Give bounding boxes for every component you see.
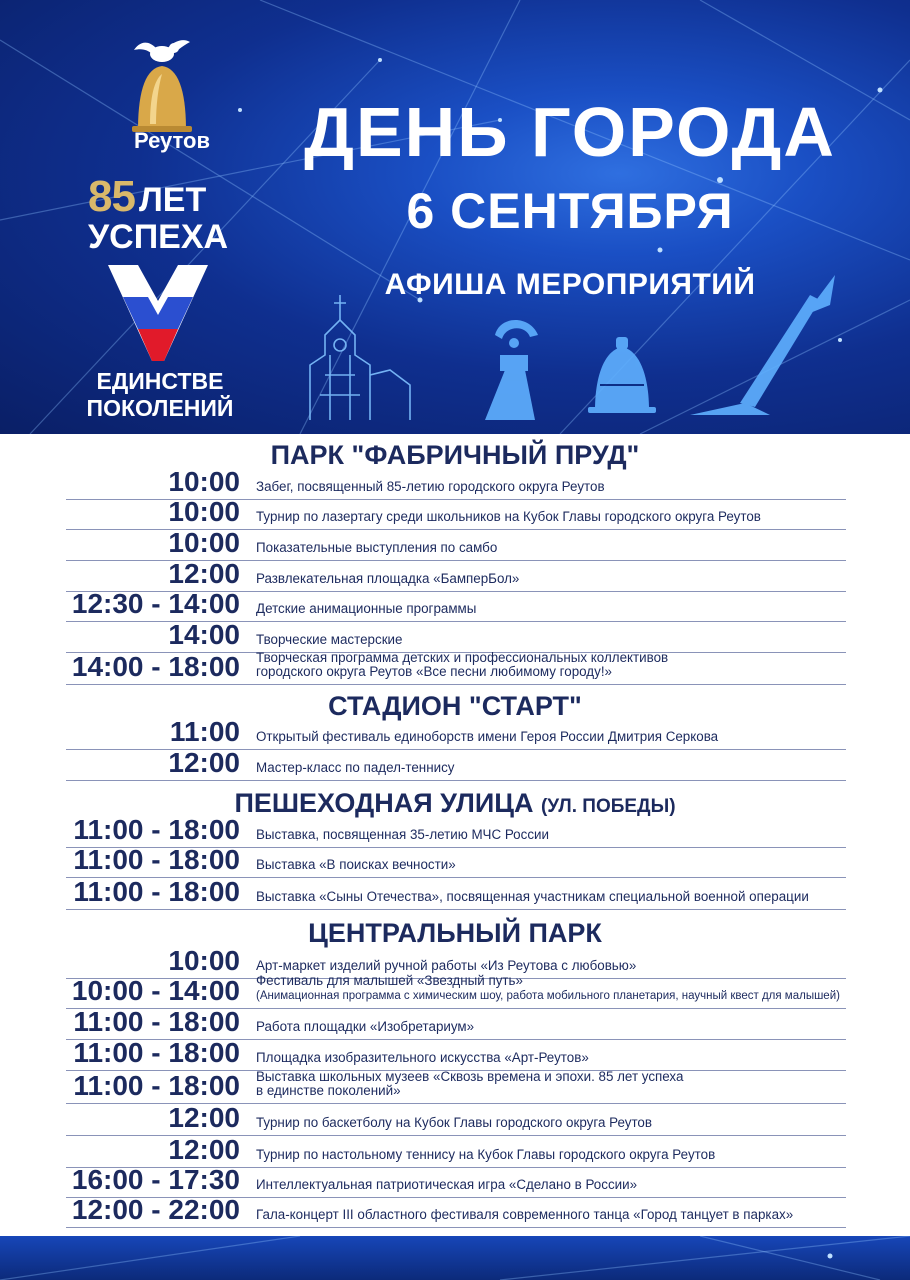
event-time: 11:00 <box>169 716 240 747</box>
event-time: 12:00 <box>168 747 240 778</box>
section-title: ПАРК "ФАБРИЧНЫЙ ПРУД" <box>270 440 640 470</box>
page-title: ДЕНЬ ГОРОДА <box>304 93 836 171</box>
event-time: 12:00 <box>168 1134 240 1165</box>
anniversary-word: ЛЕТ <box>138 181 207 219</box>
slogan-line2: ПОКОЛЕНИЙ <box>86 395 234 421</box>
event-time: 11:00 - 18:00 <box>73 1070 240 1101</box>
event-time: 12:00 <box>168 1102 240 1133</box>
event-description: Забег, посвященный 85-летию городского округа Реутов <box>256 479 605 494</box>
event-row <box>66 1194 846 1228</box>
event-time: 12:00 <box>168 558 240 589</box>
footer-rays-decoration <box>0 1236 910 1280</box>
event-time: 11:00 - 18:00 <box>73 1006 240 1037</box>
event-description: Творческие мастерские <box>256 632 403 647</box>
hero-banner <box>0 0 910 434</box>
event-date: 6 СЕНТЯБРЯ <box>406 183 734 239</box>
event-description-line2: в единстве поколений» <box>256 1083 401 1098</box>
event-time: 14:00 - 18:00 <box>71 651 240 682</box>
event-row <box>66 973 846 1009</box>
event-description: Турнир по настольному теннису на Кубок Главы городского округа Реутов <box>256 1147 716 1162</box>
event-time: 10:00 - 14:00 <box>71 975 240 1006</box>
event-description: Детские анимационные программы <box>256 601 477 616</box>
event-description: Выставка, посвященная 35-летию МЧС России <box>256 827 549 842</box>
event-time: 12:00 - 22:00 <box>71 1194 240 1225</box>
event-time: 16:00 - 17:30 <box>71 1164 240 1195</box>
section-title-note: (УЛ. ПОБЕДЫ) <box>540 796 676 817</box>
event-row <box>66 588 846 622</box>
event-time: 10:00 <box>168 527 240 558</box>
event-description: Арт-маркет изделий ручной работы «Из Реутова с любовью» <box>256 958 637 973</box>
event-row <box>66 716 846 750</box>
event-description-line1: Выставка школьных музеев «Сквозь времена и эпохи. 85 лет успеха <box>256 1069 684 1084</box>
section-title-text: ПЕШЕХОДНАЯ УЛИЦА <box>234 788 534 818</box>
section-title: СТАДИОН "СТАРТ" <box>328 691 582 721</box>
anniversary-line2: УСПЕХА <box>88 218 229 256</box>
event-row <box>66 1006 846 1040</box>
tricolor-v-icon <box>108 265 208 365</box>
slogan-line1: ЕДИНСТВЕ <box>96 368 224 394</box>
event-description: Выставка «В поисках вечности» <box>256 857 456 872</box>
city-landmarks-illustration <box>300 275 860 425</box>
event-description: Интеллектуальная патриотическая игра «Сделано в России» <box>256 1177 638 1192</box>
event-description-note: (Анимационная программа с химическим шоу, работа мобильного планетария, научный квест для малышей) <box>256 990 840 1002</box>
event-description: Показательные выступления по самбо <box>256 540 498 555</box>
slogan-block <box>70 368 250 422</box>
event-row <box>66 878 846 910</box>
event-description-line1: Фестиваль для малышей «Звездный путь» <box>256 973 523 988</box>
event-row <box>66 1071 846 1104</box>
event-description: Площадка изобразительного искусства «Арт-Реутов» <box>256 1050 589 1065</box>
event-description: Гала-концерт III областного фестиваля современного танца «Город танцует в парках» <box>256 1207 794 1222</box>
event-description: Работа площадки «Изобретариум» <box>256 1019 475 1034</box>
event-time: 10:00 <box>168 496 240 527</box>
event-time: 14:00 <box>168 619 240 650</box>
event-description <box>256 974 876 1003</box>
event-description <box>256 651 856 679</box>
event-description: Мастер-класс по падел-теннису <box>256 760 455 775</box>
event-row <box>66 1104 846 1136</box>
anniversary-number: 85 <box>88 172 135 221</box>
event-description-line2: городского округа Реутов «Все песни любимому городу!» <box>256 664 612 679</box>
city-name: Реутов <box>133 128 211 153</box>
event-time: 11:00 - 18:00 <box>73 876 240 907</box>
event-time: 12:30 - 14:00 <box>71 588 240 619</box>
event-row <box>66 650 846 685</box>
event-description: Турнир по лазертагу среди школьников на Кубок Главы городского округа Реутов <box>256 509 761 524</box>
event-description: Открытый фестиваль единоборств имени Героя России Дмитрия Серкова <box>256 729 719 744</box>
event-row <box>66 747 846 781</box>
section-title: ЦЕНТРАЛЬНЫЙ ПАРК <box>308 918 602 948</box>
event-row <box>66 527 846 561</box>
event-time: 11:00 - 18:00 <box>73 844 240 875</box>
event-description <box>256 1070 856 1098</box>
page-subtitle: АФИША МЕРОПРИЯТИЙ <box>384 268 756 301</box>
event-row <box>66 1037 846 1071</box>
event-description: Развлекательная площадка «БамперБол» <box>256 571 520 586</box>
footer-banner <box>0 1236 910 1280</box>
event-description-line1: Творческая программа детских и профессиональных коллективов <box>256 650 669 665</box>
event-time: 10:00 <box>168 945 240 976</box>
anniversary-block <box>88 172 238 256</box>
event-description: Турнир по баскетболу на Кубок Главы городского округа Реутов <box>256 1115 652 1130</box>
event-time: 11:00 - 18:00 <box>73 814 240 845</box>
event-time: 10:00 <box>168 466 240 497</box>
event-description: Выставка «Сыны Отечества», посвященная участникам специальной военной операции <box>256 889 809 904</box>
event-row <box>66 844 846 878</box>
event-time: 11:00 - 18:00 <box>73 1037 240 1068</box>
event-row <box>66 496 846 530</box>
event-row <box>66 619 846 653</box>
